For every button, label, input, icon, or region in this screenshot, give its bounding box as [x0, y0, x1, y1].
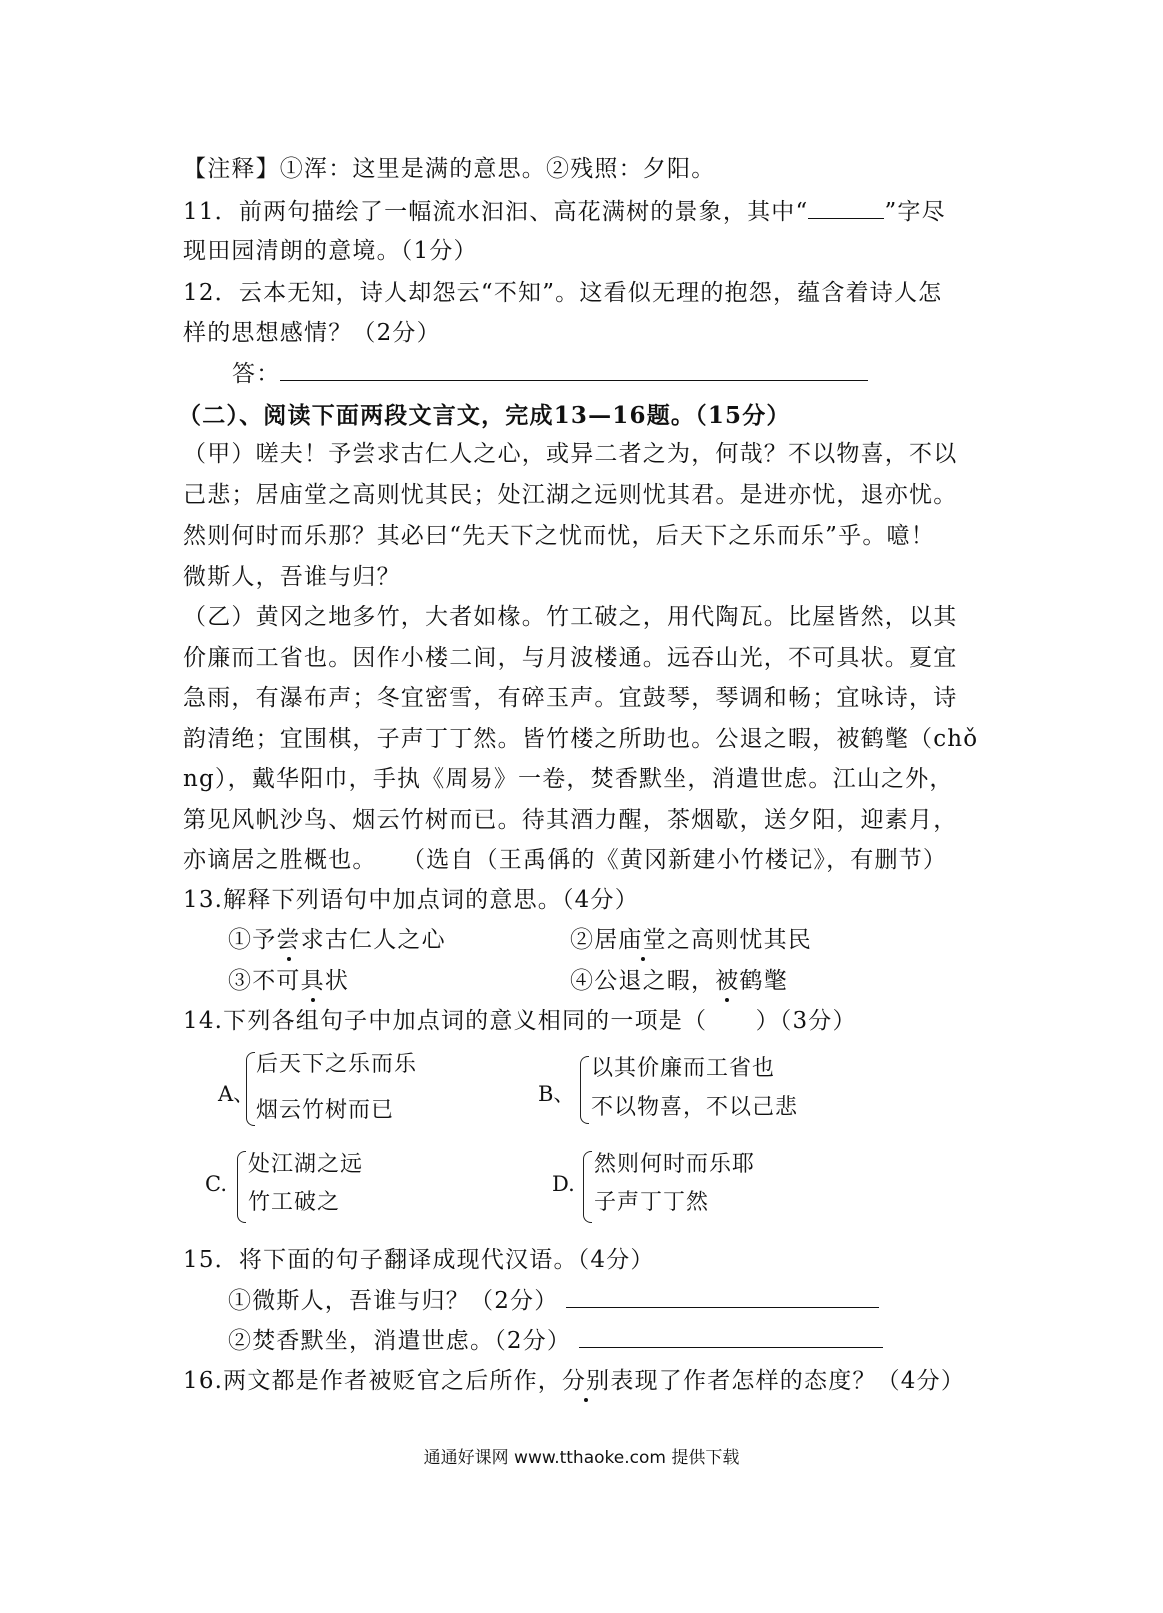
option-c-line1: 处江湖之远	[248, 1152, 364, 1177]
item-text: 之高则忧其民	[666, 927, 813, 953]
question-13-item-1	[228, 925, 446, 955]
question-13-item-3	[228, 966, 349, 996]
passage-a-line: 然则何时而乐那？其必曰“先天下之忧而忧，后天下之乐而乐”乎。噫！	[183, 523, 935, 549]
answer-line[interactable]	[579, 1325, 883, 1348]
passage-b-line: 价廉而工省也。因作小楼二间，与月波楼通。远吞山光，不可具状。夏宜	[183, 645, 958, 671]
question-11-text: 11．前两句描绘了一幅流水汩汩、高花满树的景象，其中“	[183, 199, 809, 225]
item-text: 求古仁人之心	[300, 927, 446, 953]
dotted-word: 具	[300, 968, 325, 994]
item-text: 鹤氅	[739, 968, 788, 994]
brace-icon	[583, 1151, 592, 1223]
dotted-word: 被	[715, 968, 740, 994]
item-text: 16.两文都是作者被贬官之后所作，	[183, 1368, 562, 1394]
option-a-line1: 后天下之乐而乐	[256, 1052, 418, 1077]
passage-b-line: ng），戴华阳巾，手执《周易》一卷，焚香默坐，消遣世虑。江山之外，	[183, 766, 954, 792]
question-12: 12．云本无知，诗人却怨云“不知”。这看似无理的抱怨，蕴含着诗人怎	[183, 280, 943, 306]
page-footer: 通通好课网 www.tthaoke.com 提供下载	[423, 1448, 740, 1468]
item-text: 状	[324, 968, 350, 994]
answer-label: 答：	[232, 361, 281, 387]
brace-icon	[246, 1052, 255, 1126]
option-d-label[interactable]: D.	[552, 1172, 575, 1196]
question-12-line2: 样的思想感情？（2分）	[183, 320, 441, 346]
question-15: 15．将下面的句子翻译成现代汉语。（4分）	[183, 1247, 655, 1273]
item-text: ②居	[570, 927, 619, 953]
option-d-line1: 然则何时而乐耶	[594, 1152, 756, 1177]
question-14: 14.下列各组句子中加点词的意义相同的一项是（ ）（3分）	[183, 1008, 857, 1034]
question-13-item-4	[570, 966, 788, 996]
passage-b-line: 第见风帆沙鸟、烟云竹树而已。待其酒力醒，茶烟歇，送夕阳，迎素月，	[183, 807, 958, 833]
option-b-line2: 不以物喜，不以己悲	[591, 1095, 799, 1120]
passage-a-line: 己悲；居庙堂之高则忧其民；处江湖之远则忧其君。是进亦忧，退亦忧。	[183, 482, 958, 508]
brace-icon	[580, 1056, 589, 1124]
answer-blank[interactable]	[808, 196, 884, 219]
question-15-item-2	[228, 1325, 883, 1356]
option-c-line2: 竹工破之	[248, 1190, 341, 1215]
brace-icon	[237, 1151, 246, 1223]
dotted-word: 分别	[561, 1368, 611, 1394]
option-b-label[interactable]: B、	[538, 1082, 575, 1106]
item-text: 表现了作者怎样的态度？（4分）	[610, 1368, 966, 1394]
passage-a-line: （甲）嗟夫！予尝求古仁人之心，或异二者之为，何哉？不以物喜，不以	[183, 441, 958, 467]
passage-a-line: 微斯人，吾谁与归？	[183, 564, 401, 590]
dotted-word: 尝	[276, 927, 301, 953]
question-13-item-2	[570, 925, 812, 955]
option-d-line2: 子声丁丁然	[594, 1190, 710, 1215]
answer-line[interactable]	[566, 1285, 879, 1308]
answer-line[interactable]	[280, 358, 868, 381]
item-text: ①微斯人，吾谁与归？（2分）	[228, 1288, 559, 1314]
question-11-text-end: ”字尽	[884, 199, 946, 225]
option-c-label[interactable]: C.	[205, 1172, 227, 1196]
passage-b-line: 韵清绝；宜围棋，子声丁丁然。皆竹楼之所助也。公退之暇，被鹤氅（chǒ	[183, 726, 979, 752]
annotation-note: 【注释】①浑：这里是满的意思。②残照：夕阳。	[183, 156, 716, 182]
option-b-line1: 以其价廉而工省也	[591, 1056, 776, 1081]
passage-b-line: 亦谪居之胜概也。 （选自（王禹偁的《黄冈新建小竹楼记》，有删节）	[183, 847, 948, 873]
question-11-line2: 现田园清朗的意境。（1分）	[183, 238, 478, 264]
question-13: 13.解释下列语句中加点词的意思。（4分）	[183, 887, 639, 913]
item-text: ④公退之暇，	[570, 968, 716, 994]
section-heading: （二）、阅读下面两段文言文，完成13—16题。（15分）	[178, 402, 791, 429]
passage-b-line: （乙）黄冈之地多竹，大者如椽。竹工破之，用代陶瓦。比屋皆然，以其	[183, 604, 958, 630]
item-text: ①予	[228, 927, 277, 953]
question-16	[183, 1366, 965, 1396]
question-12-answer	[232, 358, 868, 389]
item-text: ③不可	[228, 968, 301, 994]
option-a-label[interactable]: A、	[218, 1082, 255, 1106]
passage-b-line: 急雨，有瀑布声；冬宜密雪，有碎玉声。宜鼓琴，琴调和畅；宜咏诗，诗	[183, 685, 958, 711]
item-text: ②焚香默坐，消遣世虑。（2分）	[228, 1328, 572, 1354]
question-11	[183, 196, 946, 227]
question-15-item-1	[228, 1285, 879, 1316]
option-a-line2: 烟云竹树而已	[256, 1098, 395, 1123]
dotted-word: 庙堂	[618, 927, 667, 953]
